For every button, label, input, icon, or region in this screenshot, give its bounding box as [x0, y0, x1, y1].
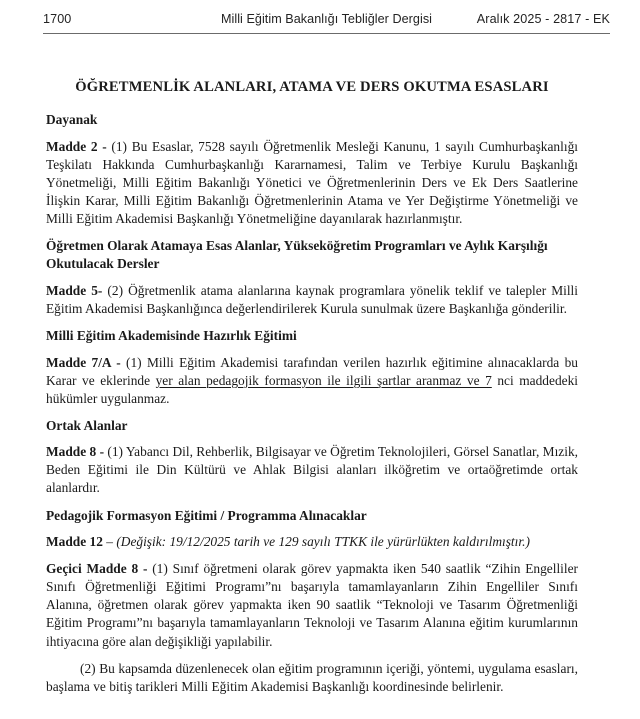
- header-rule-divider: [43, 33, 610, 34]
- madde-7a-underlined-text: yer alan pedagojik formasyon ile ilgili şartlar aranmaz ve 7: [155, 372, 492, 388]
- running-header: [43, 12, 610, 38]
- madde-2-text: (1) Bu Esaslar, 7528 sayılı Öğretmenlik Mesleği Kanunu, 1 sayılı Cumhurbaşkanlığı Teşkilatı Hakkında Cumhurbaşkanlığı Kararnamesi, Talim ve Terbiye Kurulu Başkanlığı Yönetmeliği, Milli Eğitim Bakanlığı Yönetici ve Öğretmenlerinin Ders ve Ek Ders Saatlerine İlişkin Karar, Milli Eğitim Bakanlığı Öğretmenlerinin Atama ve Yer Değiştirme Yönetmeliği ve Milli Eğitim Akademisi Başkanlığı Yönetmeliğine dayanılarak hazırlanmıştır.: [46, 138, 578, 226]
- paragraph-madde-8: [46, 443, 578, 497]
- paragraph-madde-5: [46, 282, 578, 318]
- madde-5-label: Madde 5-: [46, 282, 108, 298]
- section-heading-atama: Öğretmen Olarak Atamaya Esas Alanlar, Yükseköğretim Programları ve Aylık Karşılığı Okutulacak Dersler: [46, 237, 548, 271]
- madde-7a-label: Madde 7/A -: [46, 354, 127, 370]
- document-title: ÖĞRETMENLİK ALANLARI, ATAMA VE DERS OKUTMA ESASLARI: [75, 79, 549, 95]
- gecici-madde-8-text: (1) Sınıf öğretmeni olarak görev yapmakta iken 540 saatlik “Zihin Engelliler Sınıfı Öğretmenliği Eğitimi Programı”nı başarıyla tamamlayanların Zihin Engelliler Sınıfı Alanına, öğretmen olarak görev yapmakta iken 90 saatlik “Teknoloji ve Tasarım Öğretmenliği Eğitim Programı”nı başarıyla tamamlayanların Teknoloji ve Tasarım Alanına eğitim kurumlarının ihtiyacına göre alan değişikliği yapılabilir.: [46, 561, 579, 649]
- section-heading-hazirlik: Milli Eğitim Akademisinde Hazırlık Eğitimi: [46, 327, 297, 343]
- section-heading-dayanak: Dayanak: [46, 111, 98, 127]
- madde-8-text: (1) Yabancı Dil, Rehberlik, Bilgisayar ve Öğretim Teknolojileri, Görsel Sanatlar, Mızik, Beden Eğitimi ile Din Kültürü ve Ahlak Bilgisi alanları ilköğretim ve ortaöğretimde ortak alanlardır.: [46, 444, 578, 496]
- paragraph-gecici-madde-8: [46, 560, 578, 650]
- paragraph-madde-7a: [46, 354, 578, 408]
- madde-8-label: Madde 8 -: [46, 444, 108, 460]
- issue-info: Aralık 2025 - 2817 - EK: [476, 12, 610, 26]
- section-heading-pedagojik-formasyon: Pedagojik Formasyon Eğitimi / Programma Alınacaklar: [46, 507, 367, 523]
- paragraph-madde-12: [46, 533, 578, 551]
- madde-12-label: Madde 12: [46, 534, 107, 550]
- madde-5-text: (2) Öğretmenlik atama alanlarına kaynak programlara yönelik teklif ve talepler Milli Eğitim Akademisi Başkanlığınca değerlendirilerek Kurula sunulmak üzere Başkanlığa gönderilir.: [46, 282, 578, 316]
- page-number: 1700: [43, 12, 72, 26]
- section-heading-ortak-alanlar: Ortak Alanlar: [46, 417, 128, 433]
- gecici-madde-8-label: Geçici Madde 8 -: [46, 561, 153, 577]
- document-body: [46, 78, 578, 696]
- madde-2-label: Madde 2 -: [46, 138, 112, 154]
- journal-title: Milli Eğitim Bakanlığı Tebliğler Dergisi: [220, 12, 433, 26]
- madde-12-dash: –: [106, 534, 117, 550]
- paragraph-gecici-madde-8-fikra-2: (2) Bu kapsamda düzenlenecek olan eğitim programının içeriği, yöntemi, uygulama esasları, başlama ve bitiş tarikleri Milli Eğitim Akademisi Başkanlığı koordinesinde belirlenir.: [46, 660, 578, 694]
- madde-12-amendment-note: (Değişik: 19/12/2025 tarih ve 129 sayılı TTKK ile yürürlükten kaldırılmıştır.): [116, 534, 530, 550]
- madde-7a-text-after: nci maddedeki hükümler uygulanmaz.: [46, 372, 578, 406]
- paragraph-madde-2: [46, 138, 578, 228]
- madde-7a-text-before: (1) Milli Eğitim Akademisi tarafından verilen hazırlık eğitimine alınacaklarda bu Karar ve eklerinde: [46, 354, 578, 388]
